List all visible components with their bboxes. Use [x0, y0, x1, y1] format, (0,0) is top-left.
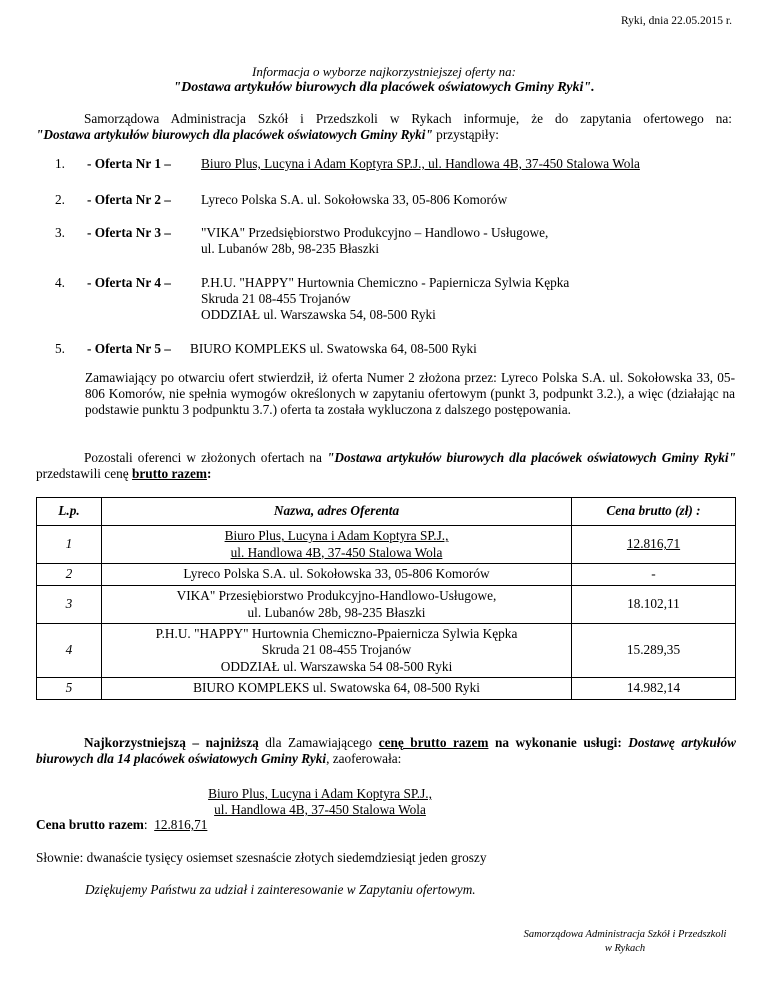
row-name-line: ul. Handlowa 4B, 37-450 Stalowa Wola — [230, 544, 443, 560]
offer-line: BIURO KOMPLEKS ul. Swatowska 64, 08-500 Ryki — [190, 341, 477, 356]
table-row — [37, 564, 736, 586]
price-total — [36, 817, 207, 833]
result-offered: , zaoferowała: — [326, 751, 402, 767]
signature-line: Samorządowa Administracja Szkół i Przedszkoli — [523, 929, 727, 940]
offer-line: ODDZIAŁ ul. Warszawska 54, 08-500 Ryki — [201, 307, 436, 322]
row-name-line: VIKA" Przesiębiorstwo Produkcyjno-Handlowo-Usługowe, — [176, 588, 497, 604]
signature — [490, 928, 760, 956]
offer-line: "VIKA" Przedsiębiorstwo Produkcyjno – Handlowo - Usługowe, — [201, 225, 549, 240]
row-price: 14.982,14 — [572, 678, 736, 700]
row-price: 12.816,71 — [572, 526, 736, 564]
row-price: - — [572, 564, 736, 586]
prices-intro-middle: przedstawili cenę — [36, 466, 132, 482]
price-in-words: Słownie: dwanaście tysięcy osiemset szesnaście złotych siedemdziesiąt jeden groszy — [36, 850, 487, 865]
row-name — [102, 624, 572, 678]
offer-label: - Oferta Nr 2 – — [87, 192, 171, 207]
thanks-note: Dziękujemy Państwu za udział i zainteresowanie w Zapytaniu ofertowym. — [85, 882, 476, 897]
intro-line: Samorządowa Administracja Szkół i Przedszkoli w Rykach informuje, że do zapytania ofertowego na: — [84, 111, 732, 126]
row-lp: 5 — [37, 678, 102, 700]
row-lp: 2 — [37, 564, 102, 586]
row-price: 18.102,11 — [572, 586, 736, 624]
offer-line: Biuro Plus, Lucyna i Adam Koptyra SP.J., ul. Handlowa 4B, 37-450 Stalowa Wola — [201, 156, 640, 171]
table-row — [37, 526, 736, 564]
row-lp: 4 — [37, 624, 102, 678]
result-subject: Dostawę artykułów biurowych dla 14 placówek oświatowych Gminy Ryki — [36, 735, 736, 767]
result-paragraph — [36, 735, 736, 767]
table-row — [37, 586, 736, 624]
row-name-line: Biuro Plus, Lucyna i Adam Koptyra SP.J., — [224, 528, 449, 544]
offer-label: - Oferta Nr 5 – — [87, 341, 171, 356]
result-for: dla Zamawiającego — [258, 735, 379, 750]
header-name: Nazwa, adres Oferenta — [102, 498, 572, 526]
offer-number: 4. — [55, 275, 65, 290]
row-name-line: ODDZIAŁ ul. Warszawska 54 08-500 Ryki — [220, 658, 453, 674]
price-total-colon: : — [143, 817, 148, 832]
winner-address: ul. Handlowa 4B, 37-450 Stalowa Wola — [214, 802, 426, 818]
row-name-line: ul. Lubanów 28b, 98-235 Błaszki — [247, 604, 426, 620]
winner-block — [170, 786, 470, 818]
offer-line: Skruda 21 08-455 Trojanów — [201, 291, 351, 306]
result-service: na wykonanie usługi: — [488, 735, 622, 750]
row-name — [102, 586, 572, 624]
info-intro: Informacja o wyborze najkorzystniejszej oferty na: — [252, 64, 516, 79]
offer-label: - Oferta Nr 3 – — [87, 225, 171, 240]
prices-intro — [36, 450, 736, 482]
row-lp: 3 — [37, 586, 102, 624]
row-name-line: Skruda 21 08-455 Trojanów — [261, 642, 412, 658]
row-name — [102, 678, 572, 700]
prices-intro-bold: brutto razem — [132, 466, 207, 482]
rejection-paragraph: Zamawiający po otwarciu ofert stwierdził, iż oferta Numer 2 złożona przez: Lyreco Polska S.A. ul. Sokołowska 33, 05-806 Komorów, nie spełnia wymogów określonych w zapytaniu ofertowym (punkt 3, podpunkt 3.2.), a więc (działając na podstawie punktu 3 podpunktu 3.7.) oferta ta została wykluczona z dalszego postępowania. — [85, 370, 735, 418]
offer-line: Lyreco Polska S.A. ul. Sokołowska 33, 05-806 Komorów — [201, 192, 508, 207]
info-title: "Dostawa artykułów biurowych dla placówek oświatowych Gminy Ryki". — [173, 80, 595, 95]
offer-label: - Oferta Nr 1 – — [87, 156, 171, 171]
winner-name: Biuro Plus, Lucyna i Adam Koptyra SP.J., — [208, 786, 432, 801]
table-header-row — [37, 498, 736, 526]
intro-title: "Dostawa artykułów biurowych dla placówek oświatowych Gminy Ryki" — [36, 127, 433, 143]
prices-intro-title: "Dostawa artykułów biurowych dla placówek oświatowych Gminy Ryki" — [327, 450, 736, 465]
table-row — [37, 678, 736, 700]
offer-number: 5. — [55, 341, 65, 356]
row-name-line: BIURO KOMPLEKS ul. Swatowska 64, 08-500 Ryki — [193, 680, 480, 696]
result-price-label: cenę brutto razem — [378, 735, 489, 750]
prices-intro-prefix: Pozostali oferenci w złożonych ofertach na — [84, 450, 328, 465]
header-price: Cena brutto (zł) : — [572, 498, 736, 526]
intro-suffix: przystąpiły: — [432, 127, 499, 143]
offer-number: 2. — [55, 192, 65, 207]
table-row — [37, 624, 736, 678]
price-total-value: 12.816,71 — [154, 817, 208, 832]
header-lp: L.p. — [37, 498, 102, 526]
offer-number: 3. — [55, 225, 65, 240]
offer-number: 1. — [55, 156, 65, 171]
row-name — [102, 526, 572, 564]
offers-table — [36, 497, 736, 700]
result-best: Najkorzystniejszą – najniższą — [84, 735, 259, 750]
row-name-line: Lyreco Polska S.A. ul. Sokołowska 33, 05-806 Komorów — [183, 566, 490, 582]
price-total-label: Cena brutto razem — [36, 817, 144, 832]
row-lp: 1 — [37, 526, 102, 564]
offer-label: - Oferta Nr 4 – — [87, 275, 171, 290]
row-name-line: P.H.U. "HAPPY" Hurtownia Chemiczno-Ppaiernicza Sylwia Kępka — [155, 626, 518, 642]
document-date: Ryki, dnia 22.05.2015 r. — [620, 15, 732, 27]
row-name — [102, 564, 572, 586]
row-price: 15.289,35 — [572, 624, 736, 678]
signature-line: w Rykach — [604, 943, 646, 955]
offer-line: P.H.U. "HAPPY" Hurtownia Chemiczno - Papiernicza Sylwia Kępka — [201, 275, 570, 290]
prices-intro-end: : — [206, 466, 212, 482]
intro-paragraph — [36, 111, 732, 143]
offer-line: ul. Lubanów 28b, 98-235 Błaszki — [201, 241, 380, 256]
